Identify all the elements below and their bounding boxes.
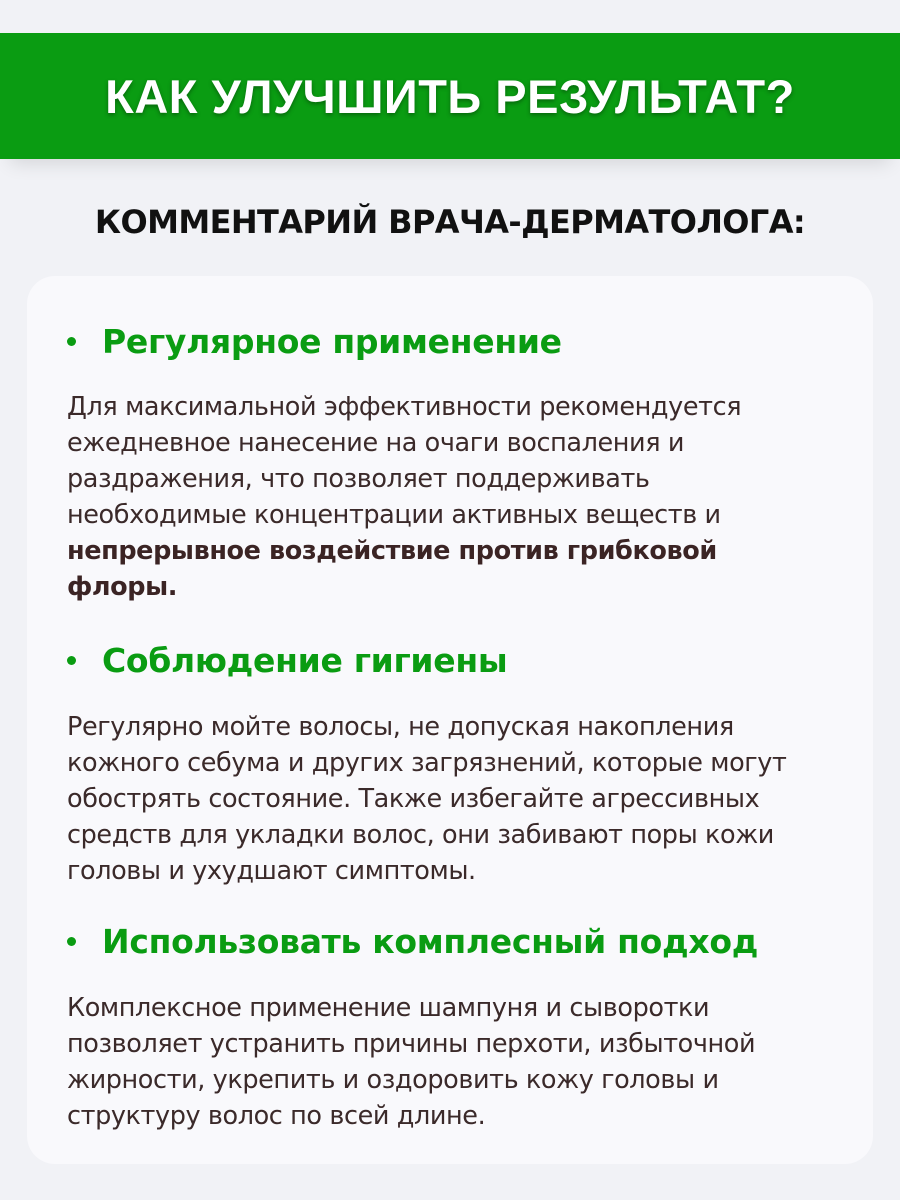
body-line: обострять состояние. Также избегайте агрессивных <box>67 784 760 814</box>
section-title: Соблюдение гигиены <box>102 641 508 680</box>
body-line: Регулярно мойте волосы, не допуская накопления <box>67 712 734 742</box>
body-line: необходимые концентрации активных веществ и <box>67 500 721 530</box>
body-line: Комплексное применение шампуня и сыворотки <box>67 993 710 1023</box>
section-hygiene-heading <box>67 641 507 680</box>
section-title: Регулярное применение <box>102 322 562 361</box>
body-bold-line: флоры. <box>67 572 178 602</box>
banner-title: КАК УЛУЧШИТЬ РЕЗУЛЬТАТ? <box>105 69 795 123</box>
bullet-icon <box>67 937 76 946</box>
body-line: раздражения, что позволяет поддерживать <box>67 464 650 494</box>
bullet-icon <box>67 337 76 346</box>
body-line: средств для укладки волос, они забивают поры кожи <box>67 820 774 850</box>
section-regular-use-heading <box>67 322 562 361</box>
section-hygiene-text <box>67 709 847 889</box>
header-banner <box>0 33 900 159</box>
section-regular-use-text <box>67 389 847 605</box>
section-complex-approach-heading <box>67 922 758 961</box>
body-line: структуру волос по всей длине. <box>67 1101 486 1131</box>
body-line: ежедневное нанесение на очаги воспаления и <box>67 428 685 458</box>
body-bold-line: непрерывное воздействие против грибковой <box>67 536 717 566</box>
body-line: жирности, укрепить и оздоровить кожу головы и <box>67 1065 719 1095</box>
body-line: Для максимальной эффективности рекомендуется <box>67 392 742 422</box>
body-line: кожного себума и других загрязнений, которые могут <box>67 748 787 778</box>
body-line: позволяет устранить причины перхоти, избыточной <box>67 1029 756 1059</box>
section-title: Использовать комплесный подход <box>102 922 759 961</box>
body-line: головы и ухудшают симптомы. <box>67 856 476 886</box>
bullet-icon <box>67 656 76 665</box>
section-complex-approach-text <box>67 990 847 1134</box>
content-card <box>27 276 873 1164</box>
page-subtitle: КОММЕНТАРИЙ ВРАЧА-ДЕРМАТОЛОГА: <box>94 203 806 241</box>
